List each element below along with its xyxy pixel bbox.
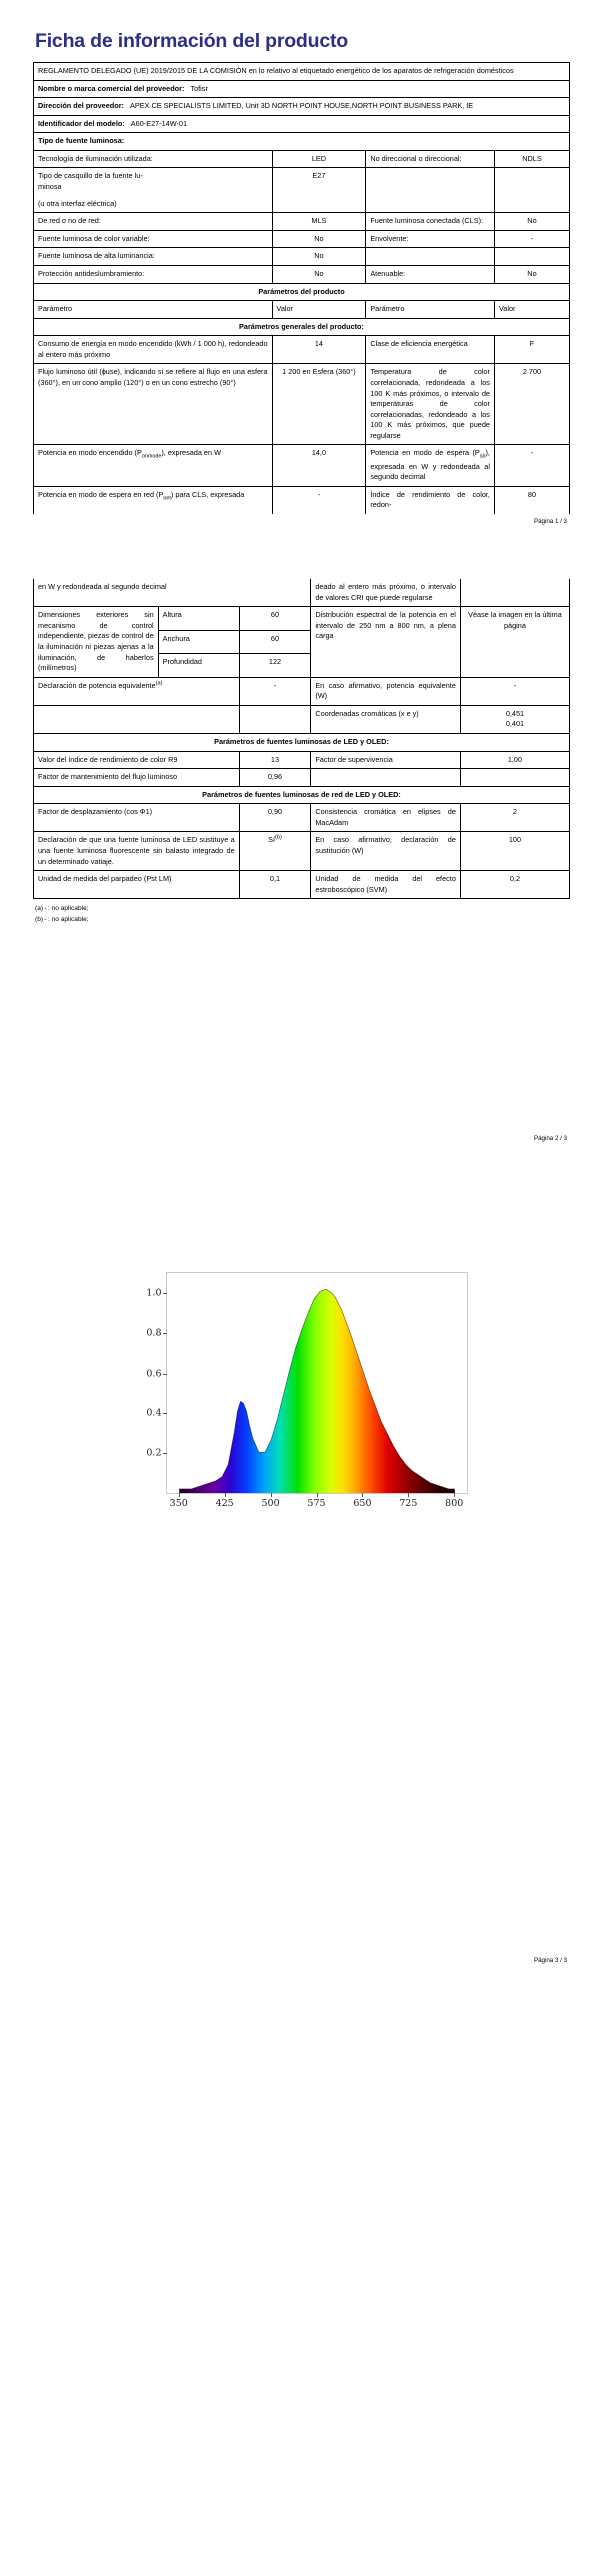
- row-value: 1 200 en Esfera (360°): [272, 364, 366, 445]
- model-label: Identificador del modelo:: [38, 118, 125, 128]
- table-row: [34, 832, 570, 871]
- y-tick-label: 0.4: [146, 1407, 162, 1419]
- row-label-2: No direccional o direccional:: [366, 150, 495, 168]
- col-header-param-2: Parámetro: [366, 301, 495, 319]
- col-header-value-2: Valor: [494, 301, 569, 319]
- row-value-2: No: [494, 213, 569, 231]
- row-label-2: Temperatura de color correlacionada, redondeada a los 100 K más próximos, o intervalo de temperaturas de color correlacionadas, redondeado a los 100 K más próximos, que puede regularse: [366, 364, 495, 445]
- row-value: No: [272, 265, 366, 283]
- row-label-2: [366, 168, 495, 213]
- row-label-2: Envolvente:: [366, 230, 495, 248]
- row-label-2: Consistencia cromática en elipses de MacAdam: [311, 804, 461, 832]
- empty-cell: [239, 705, 311, 733]
- table-row: [34, 150, 570, 168]
- page-2: [0, 579, 603, 1262]
- row-label-2: Clase de eficiencia energética: [366, 336, 495, 364]
- table-row: [34, 769, 570, 787]
- regulation-row: [34, 63, 570, 81]
- table-row: [34, 751, 570, 769]
- row-label: Fuente luminosa de color variable:: [34, 230, 273, 248]
- row-label: [34, 168, 273, 213]
- spectral-power-distribution-chart: [122, 1262, 482, 1527]
- row-label: Consumo de energía en modo encendido (kWh / 1 000 h), redondeado al entero más próximo: [34, 336, 273, 364]
- mains-header-row: [34, 786, 570, 804]
- empty-cell: [34, 705, 240, 733]
- row-value: E27: [272, 168, 366, 213]
- row-label: Factor de desplazamiento (cos Φ1): [34, 804, 240, 832]
- y-tick-label: 0.8: [146, 1327, 162, 1339]
- table-row: [34, 230, 570, 248]
- chroma-coords-value: 0,451 0,401: [460, 705, 569, 733]
- row-value-2: 2 700: [494, 364, 569, 445]
- row-value-2: [494, 168, 569, 213]
- page-number-1: Página 1 / 3: [533, 518, 567, 526]
- page-number-2: Página 2 / 3: [533, 1135, 567, 1143]
- dimension-name: Altura: [158, 607, 239, 630]
- row-label-2: Fuente luminosa conectada (CLS):: [366, 213, 495, 231]
- dimensions-row: [34, 607, 570, 630]
- casquillo-line-1: Tipo de casquillo de la fuente lu-: [38, 171, 143, 181]
- light-source-type-label: Tipo de fuente luminosa:: [34, 133, 570, 151]
- table-row: [34, 168, 570, 213]
- y-tick-label: 0.2: [146, 1447, 162, 1459]
- page-number-3: Página 3 / 3: [533, 1957, 567, 1965]
- footnote-marker-a: (a): [155, 680, 163, 687]
- equiv-power-value: -: [239, 677, 311, 705]
- model-row: [34, 115, 570, 133]
- supplier-name-label: Nombre o marca comercial del proveedor:: [38, 83, 185, 93]
- footnote-b: (b) - : no aplicable;: [35, 915, 89, 923]
- equiv-power-label-2: En caso afirmativo, potencia equivalente (W): [311, 677, 461, 705]
- table-row: [34, 445, 570, 486]
- row-value: 0,1: [239, 871, 311, 899]
- dimension-value: 122: [239, 654, 311, 678]
- regulation-text: REGLAMENTO DELEGADO (UE) 2019/2015 DE LA COMISIÓN en lo relativo al etiquetado energético de los aparatos de refrigeración domésticos: [34, 63, 570, 81]
- row-label-continued: en W y redondeada al segundo decimal: [34, 579, 311, 607]
- row-label: Valor del índice de rendimiento de color R9: [34, 751, 240, 769]
- row-label-2: Unidad de medida del efecto estroboscópico (SVM): [311, 871, 461, 899]
- dimension-name: Profundidad: [158, 654, 239, 678]
- row-value-2: -: [494, 445, 569, 486]
- row-label: Declaración de que una fuente luminosa de LED sustituye a una fuente luminosa fluorescente sin balasto integrado de un determinado vatiaje.: [34, 832, 240, 871]
- page-1: [0, 0, 603, 579]
- general-params-header: Parámetros generales del producto:: [34, 318, 570, 336]
- row-value-2: [460, 769, 569, 787]
- supplier-address-row: [34, 98, 570, 116]
- row-label-2: Potencia en modo de espera $(P_{sb})$, expresada en W y redondeada al segundo decimal: [366, 445, 495, 486]
- table-row: [34, 265, 570, 283]
- row-label-2: Atenuable:: [366, 265, 495, 283]
- col-header-value-1: Valor: [272, 301, 366, 319]
- led-oled-params-header: Parámetros de fuentes luminosas de LED y OLED:: [34, 733, 570, 751]
- product-params-header: Parámetros del producto: [34, 283, 570, 301]
- equiv-power-value-2: -: [460, 677, 569, 705]
- continuation-row: [34, 579, 570, 607]
- product-params-header-row: [34, 283, 570, 301]
- light-source-type-header-row: [34, 133, 570, 151]
- general-params-header-row: [34, 318, 570, 336]
- row-label-2: Factor de supervivencia: [311, 751, 461, 769]
- row-value-2: 80: [494, 486, 569, 514]
- row-value: -: [272, 486, 366, 514]
- x-tick-label: 650: [353, 1498, 372, 1510]
- table-row: [34, 677, 570, 705]
- footnote-marker-b: (b): [275, 835, 282, 842]
- led-oled-header-row: [34, 733, 570, 751]
- table-row: [34, 804, 570, 832]
- dimensions-label: Dimensiones exteriores sin mecanismo de control independiente, piezas de control de la iluminación ni piezas ajenas a la iluminación, de haberlos (milímetros): [34, 607, 159, 677]
- dimension-value: 60: [239, 630, 311, 653]
- table-row: [34, 871, 570, 899]
- x-tick-label: 425: [215, 1498, 234, 1510]
- row-value-2: 0,2: [460, 871, 569, 899]
- row-value-2-continued: [460, 579, 569, 607]
- col-header-param-1: Parámetro: [34, 301, 273, 319]
- row-value: No: [272, 230, 366, 248]
- column-header-row: [34, 301, 570, 319]
- model-value: A60-E27-14W-01: [130, 118, 188, 128]
- led-oled-mains-params-header: Parámetros de fuentes luminosas de red de LED y OLED:: [34, 786, 570, 804]
- page-3: [0, 1262, 603, 1994]
- page-title: Ficha de información del producto: [35, 30, 349, 52]
- casquillo-line-3: (u otra interfaz eléctrica): [38, 198, 117, 208]
- table-row: [34, 364, 570, 445]
- chart-plot-area: [146, 1272, 468, 1510]
- x-tick-label: 800: [445, 1498, 464, 1510]
- row-label: Fuente luminosa de alta luminancia:: [34, 248, 273, 266]
- row-value: 13: [239, 751, 311, 769]
- row-label-2: Índice de rendimiento de color, redon-: [366, 486, 495, 514]
- y-tick-label: 1.0: [146, 1287, 162, 1299]
- table-row: [34, 336, 570, 364]
- product-info-table-continued: [33, 579, 570, 899]
- footnotes: [33, 904, 570, 925]
- row-value-2: NDLS: [494, 150, 569, 168]
- spectral-distribution-label: Distribución espectral de la potencia en el intervalo de 250 nm a 800 nm, a plena carga: [311, 607, 461, 677]
- row-value: $Sí^{(b)}$: [239, 832, 311, 871]
- row-value-2: [494, 248, 569, 266]
- equiv-power-label: Declaración de potencia equivalente$^{(a)}$: [34, 677, 240, 705]
- row-label-2: [366, 248, 495, 266]
- y-tick-label: 0.6: [146, 1368, 162, 1380]
- spectrum-curve: [167, 1273, 467, 1493]
- row-label: Potencia en modo encendido $(P_{onmode})$, expresada en W: [34, 445, 273, 486]
- row-value-2: F: [494, 336, 569, 364]
- row-value: MLS: [272, 213, 366, 231]
- row-value-2: No: [494, 265, 569, 283]
- row-value-2: 1,00: [460, 751, 569, 769]
- row-value: LED: [272, 150, 366, 168]
- row-value-2: 2: [460, 804, 569, 832]
- x-tick-label: 500: [261, 1498, 280, 1510]
- row-label-2: [311, 769, 461, 787]
- footnote-a: (a) - : no aplicable;: [35, 905, 89, 913]
- row-value: 14: [272, 336, 366, 364]
- x-tick-label: 725: [399, 1498, 418, 1510]
- x-tick-label: 575: [307, 1498, 326, 1510]
- row-value: 0,96: [239, 769, 311, 787]
- supplier-address-value: APEX CE SPECIALISTS LIMITED, Unit 3D NORTH POINT HOUSE,NORTH POINT BUSINESS PARK, IE: [130, 101, 474, 111]
- table-row: [34, 705, 570, 733]
- row-label: Flujo luminoso útil (ɸuse), indicando si se refiere al flujo en una esfera (360°), en un cono amplio (120°) o en un cono estrecho (90°): [34, 364, 273, 445]
- row-value: No: [272, 248, 366, 266]
- casquillo-line-2: minosa: [38, 182, 62, 192]
- row-label: Protección antideslumbramiento:: [34, 265, 273, 283]
- row-value: 0,90: [239, 804, 311, 832]
- row-label: Tecnología de iluminación utilizada:: [34, 150, 273, 168]
- row-label: Factor de mantenimiento del flujo luminoso: [34, 769, 240, 787]
- product-info-table: [33, 62, 570, 514]
- supplier-name-value: Tofisr: [190, 83, 208, 93]
- supplier-name-row: [34, 80, 570, 98]
- x-tick-label: 350: [169, 1498, 188, 1510]
- table-row: [34, 248, 570, 266]
- table-row: [34, 213, 570, 231]
- row-label-2-continued: deado al entero más próximo, o intervalo de valores CRI que puede regularse: [311, 579, 461, 607]
- row-value-2: -: [494, 230, 569, 248]
- spectral-distribution-value: Véase la imagen en la última página: [460, 607, 569, 677]
- row-label-2: En caso afirmativo, declaración de sustitución (W): [311, 832, 461, 871]
- row-value-2: 100: [460, 832, 569, 871]
- row-label: Unidad de medida del parpadeo (Pst LM): [34, 871, 240, 899]
- row-label: De red o no de red:: [34, 213, 273, 231]
- dimension-name: Anchura: [158, 630, 239, 653]
- supplier-address-label: Dirección del proveedor:: [38, 101, 124, 111]
- table-row: [34, 486, 570, 514]
- chroma-coords-label: Coordenadas cromáticas (x e y): [311, 705, 461, 733]
- row-label: Potencia en modo de espera en red $(P_{net})$ para CLS, expresada: [34, 486, 273, 514]
- row-value: 14,0: [272, 445, 366, 486]
- dimension-value: 60: [239, 607, 311, 630]
